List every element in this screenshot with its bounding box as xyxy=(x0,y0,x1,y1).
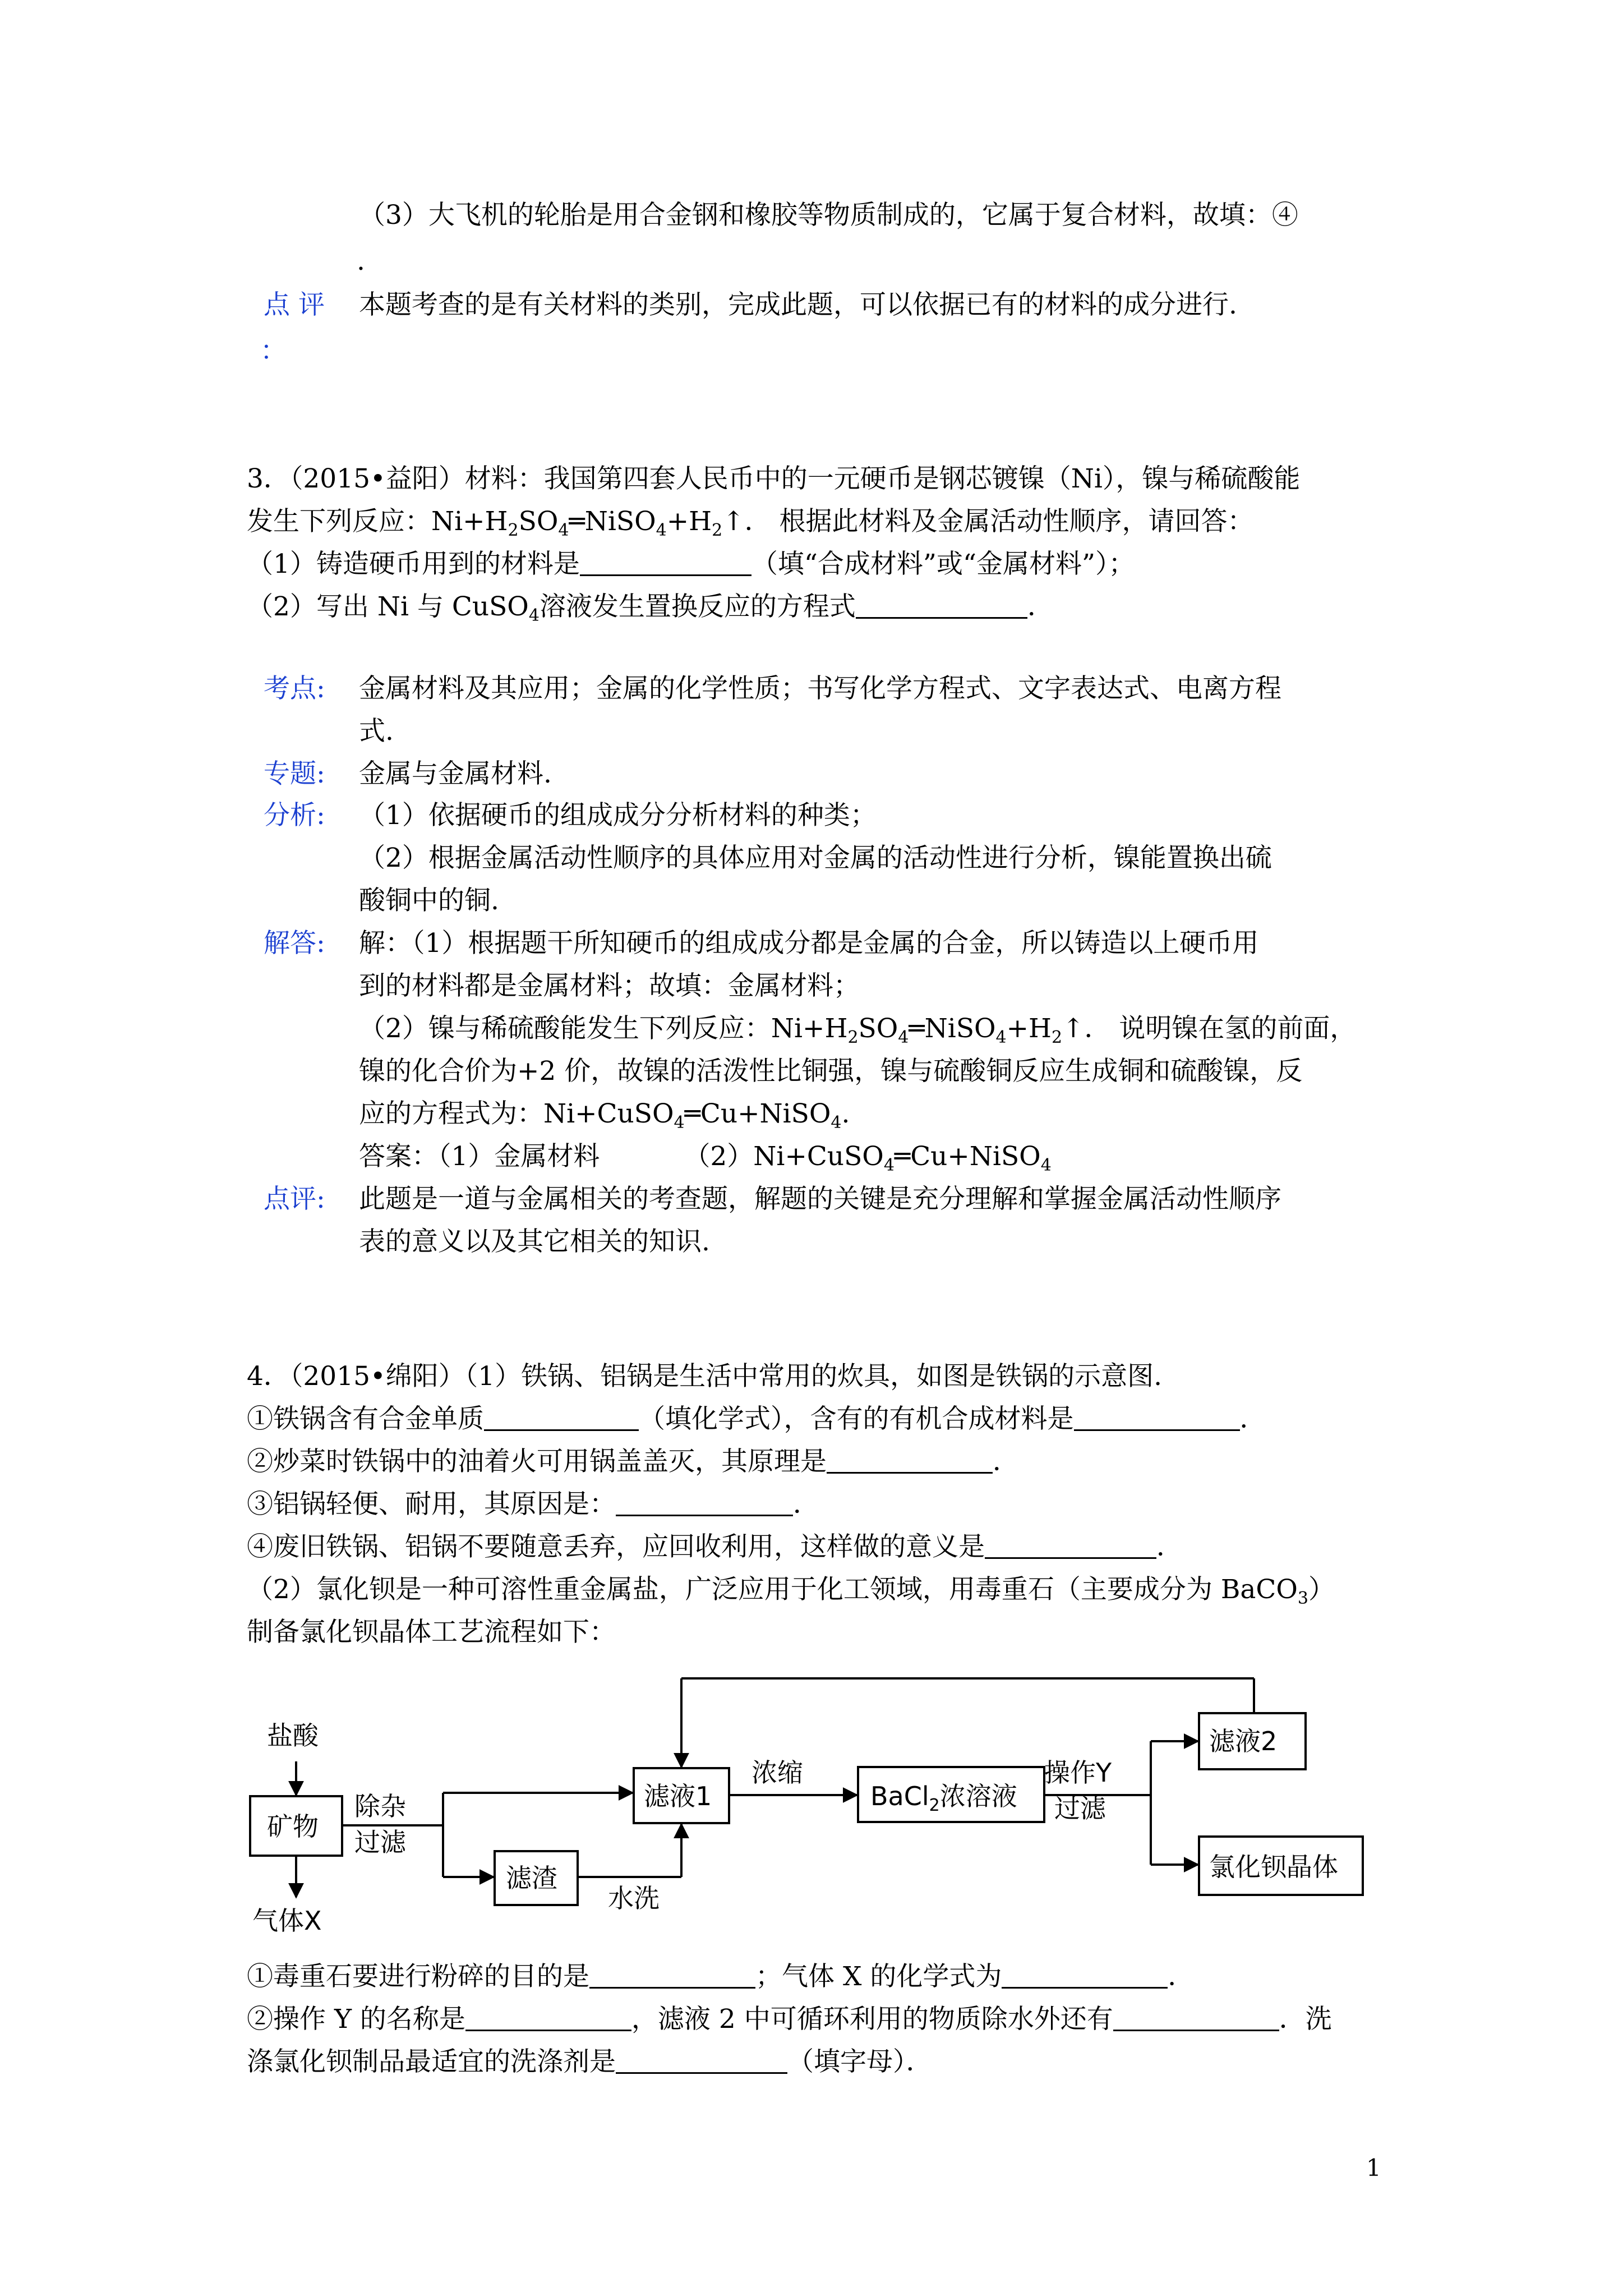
ore-label: 矿物 xyxy=(267,1811,319,1842)
answer-blank[interactable] xyxy=(465,2004,631,2031)
kaodian-1: 金属材料及其应用；金属的化学性质；书写化学方程式、文字表达式、电离方程 xyxy=(359,673,1281,704)
op-y-label: 操作Y xyxy=(1044,1757,1112,1788)
q3-stem-2: 发生下列反应：$Ni+H_2SO_4═NiSO_4+H_2↑$． 根据此材料及金属活动性顺序，请回答： xyxy=(247,506,1254,540)
q3-stem-1: 3．（2015•益阳）材料：我国第四套人民币中的一元硬币是钢芯镀镍（Ni），镍与稀硫酸能 xyxy=(247,463,1301,494)
wash-label: 水洗 xyxy=(608,1883,660,1913)
residue-label: 滤渣 xyxy=(506,1863,557,1893)
jieda-label: 解答: xyxy=(264,928,325,959)
dianping-2: 表的意义以及其它相关的知识. xyxy=(359,1226,710,1257)
jieda-4: 镍的化合价为+2 价，故镍的活泼性比铜强，镍与硫酸铜反应生成铜和硫酸镍，反 xyxy=(359,1056,1303,1087)
jieda-1: 解：（1）根据题干所知硬币的组成成分都是金属的合金，所以铸造以上硬币用 xyxy=(359,928,1259,959)
q4-part2-2: 制备氯化钡晶体工艺流程如下： xyxy=(247,1617,616,1648)
answer-blank[interactable] xyxy=(589,1961,755,1989)
answer-line: 答案：（1）金属材料 （2）Ni+CuSO$_4$═Cu+NiSO$_4$ xyxy=(359,1141,1052,1175)
q2-comment: 本题考查的是有关材料的类别，完成此题，可以依据已有的材料的成分进行. xyxy=(359,289,1237,320)
q4-item-1: ①铁锅含有合金单质 （填化学式），含有的有机合成材料是 ． xyxy=(247,1404,1266,1434)
q2-line3: （3）大飞机的轮胎是用合金钢和橡胶等物质制成的，它属于复合材料，故填：④ xyxy=(359,200,1298,231)
jieda-3: （2）镍与稀硫酸能发生下列反应：$Ni+H_2SO_4═NiSO_4+H_2↑$． 说明镍在氢的前面， xyxy=(359,1013,1357,1047)
dianping-label: 点评: xyxy=(264,1184,325,1214)
remove-label: 除杂 xyxy=(354,1791,406,1821)
filtrate1-label: 滤液1 xyxy=(644,1781,712,1811)
answer-blank[interactable] xyxy=(616,2046,787,2074)
page-number: 1 xyxy=(1366,2154,1381,2182)
q4-c2: ②操作 Y 的名称是 ，滤液 2 中可循环利用的物质除水外还有 ．洗 xyxy=(247,2004,1332,2035)
q4-item-3: ③铝锅轻便、耐用，其原因是： ． xyxy=(247,1489,819,1520)
q2-line3-end: . xyxy=(357,246,365,277)
zhuanti: 金属与金属材料. xyxy=(359,758,552,789)
q4-part2-1: （2）氯化钡是一种可溶性重金属盐，广泛应用于化工领域，用毒重石（主要成分为 BaCO$_3$） xyxy=(247,1574,1335,1608)
answer-blank[interactable] xyxy=(1113,2004,1279,2031)
q4-c3: 涤氯化钡制品最适宜的洗涤剂是 （填字母）． xyxy=(247,2046,933,2077)
crystal-label: 氯化钡晶体 xyxy=(1209,1852,1338,1882)
fenxi-3: 酸铜中的铜. xyxy=(359,885,499,916)
zhuanti-label: 专题: xyxy=(264,758,325,789)
q3-q1: （1）铸造硬币用到的材料是 （填“合成材料”或“金属材料”）； xyxy=(247,549,1135,579)
jieda-5: 应的方程式为：Ni+CuSO$_4$═Cu+NiSO$_4$. xyxy=(359,1098,850,1133)
gas-x-label: 气体X xyxy=(252,1906,322,1936)
q4-item-2: ②炒菜时铁锅中的油着火可用锅盖盖灭，其原理是 ． xyxy=(247,1446,1019,1477)
q2-comment-label-colon: ： xyxy=(260,335,287,366)
hcl-label: 盐酸 xyxy=(267,1720,319,1751)
filtrate2-label: 滤液2 xyxy=(1209,1726,1278,1756)
jieda-2: 到的材料都是金属材料；故填：金属材料； xyxy=(359,970,860,1001)
q4-stem: 4．（2015•绵阳）（1）铁锅、铝锅是生活中常用的炊具，如图是铁锅的示意图. xyxy=(247,1361,1163,1392)
fenxi-label: 分析: xyxy=(264,800,325,831)
q4-c1: ①毒重石要进行粉碎的目的是 ；气体 X 的化学式为 ． xyxy=(247,1961,1195,1992)
filter-label-1: 过滤 xyxy=(354,1827,406,1857)
kaodian-2: 式. xyxy=(359,716,394,747)
concentrate-label: 浓缩 xyxy=(751,1757,803,1788)
q3-q2: （2）写出 Ni 与 CuSO$_4$溶液发生置换反应的方程式 ． xyxy=(247,591,1054,625)
bacl2-label: BaCl$_2$浓溶液 xyxy=(870,1781,1017,1815)
q2-comment-label: 点 评 xyxy=(264,289,325,320)
fenxi-1: （1）依据硬币的组成成分分析材料的种类； xyxy=(359,800,877,831)
filter-label-2: 过滤 xyxy=(1054,1793,1106,1824)
fenxi-2: （2）根据金属活动性顺序的具体应用对金属的活动性进行分析，镍能置换出硫 xyxy=(359,843,1272,873)
q4-item-4: ④废旧铁锅、铝锅不要随意丢弃，应回收利用，这样做的意义是 ． xyxy=(247,1531,1183,1562)
kaodian-label: 考点: xyxy=(264,673,325,704)
answer-blank[interactable] xyxy=(1002,1961,1168,1989)
dianping-1: 此题是一道与金属相关的考查题，解题的关键是充分理解和掌握金属活动性顺序 xyxy=(359,1184,1281,1214)
